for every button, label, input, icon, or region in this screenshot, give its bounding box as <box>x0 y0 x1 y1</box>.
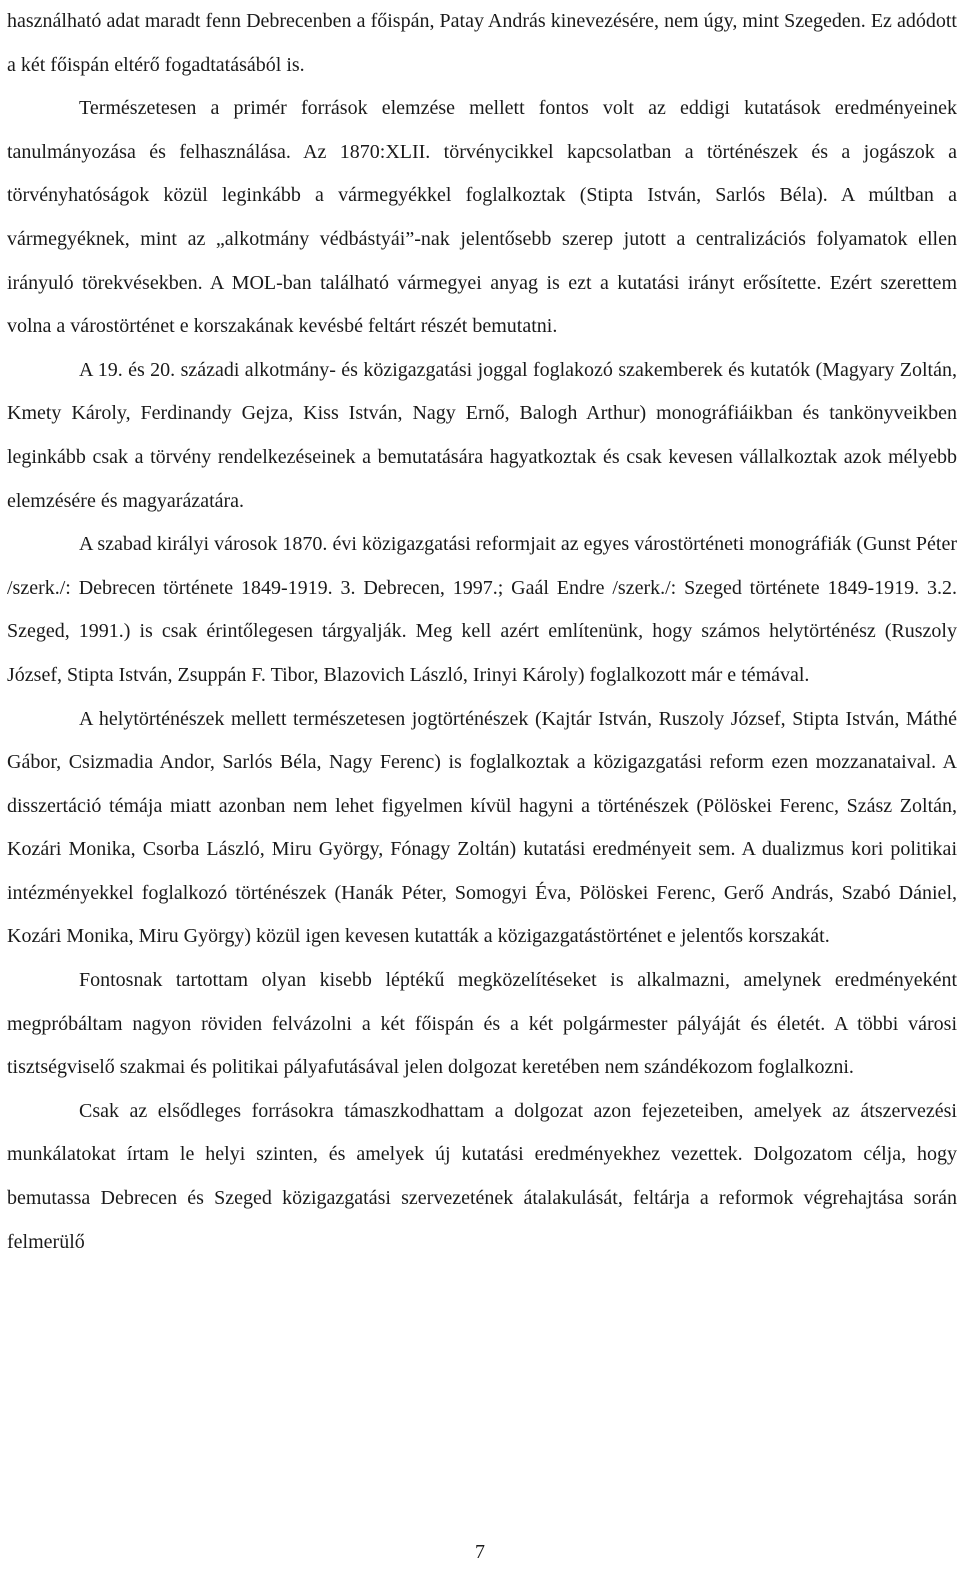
paragraph-5: A helytörténészek mellett természetesen jogtörténészek (Kajtár István, Ruszoly József, Stipta István, Máthé Gábor, Csizmadia Andor, Sarlós Béla, Nagy Ferenc) is foglalkoztak a közigazgatási reform ezen mozzanataival. A disszertáció témája miatt azonban nem lehet figyelmen kívül hagyni a történészek (Pölöskei Ferenc, Szász Zoltán, Kozári Monika, Csorba László, Miru György, Fónagy Zoltán) kutatási eredményeit sem. A dualizmus kori politikai intézményekkel foglalkozó történészek (Hanák Péter, Somogyi Éva, Pölöskei Ferenc, Gerő András, Szabó Dániel, Kozári Monika, Miru György) közül igen kevesen kutatták a közigazgatástörténet e jelentős korszakát. <box>7 707 957 948</box>
paragraph-3: A 19. és 20. századi alkotmány- és közigazgatási joggal foglakozó szakemberek és kutatók (Magyary Zoltán, Kmety Károly, Ferdinandy Gejza, Kiss István, Nagy Ernő, Balogh Arthur) monográfiáikban és tankönyveikben leginkább csak a törvény rendelkezéseinek a bemutatására hagyatkoztak és csak kevesen vállalkoztak azok mélyebb elemzésére és magyarázatára. <box>7 358 957 512</box>
paragraph-4: A szabad királyi városok 1870. évi közigazgatási reformjait az egyes várostörténeti monográfiák (Gunst Péter /szerk./: Debrecen története 1849-1919. 3. Debrecen, 1997.; Gaál Endre /szerk./: Szeged története 1849-1919. 3.2. Szeged, 1991.) is csak érintőlegesen tárgyalják. Meg kell azért említenünk, hogy számos helytörténész (Ruszoly József, Stipta István, Zsuppán F. Tibor, Blazovich László, Irinyi Károly) foglalkozott már e témával. <box>7 533 957 686</box>
document-page <box>7 0 957 1264</box>
paragraph-6: Fontosnak tartottam olyan kisebb léptékű megközelítéseket is alkalmazni, amelynek eredményeként megpróbáltam nagyon röviden felvázolni a két főispán és a két polgármester pályáját és életét. A többi városi tisztségviselő szakmai és politikai pályafutásával jelen dolgozat keretében nem szándékozom foglalkozni. <box>7 969 957 1079</box>
paragraph-7: Csak az elsődleges forrásokra támaszkodhattam a dolgozat azon fejezeteiben, amelyek az átszervezési munkálatokat írtam le helyi szinten, és amelyek új kutatási eredményekhez vezettek. Dolgozatom célja, hogy bemutassa Debrecen és Szeged közigazgatási szervezetének átalakulását, feltárja a reformok végrehajtása során felmerülő <box>7 1099 957 1253</box>
paragraph-2: Természetesen a primér források elemzése mellett fontos volt az eddigi kutatások eredményeinek tanulmányozása és felhasználása. Az 1870:XLII. törvénycikkel kapcsolatban a történészek és a jogászok a törvényhatóságok közül leginkább a vármegyékkel foglalkoztak (Stipta István, Sarlós Béla). A múltban a vármegyéknek, mint az „alkotmány védbástyái”-nak jelentősebb szerep jutott a centralizációs folyamatok ellen irányuló törekvésekben. A MOL-ban található vármegyei anyag is ezt a kutatási irányt erősítette. Ezért szerettem volna a várostörténet e korszakának kevésbé feltárt részét bemutatni. <box>7 97 957 338</box>
page-number: 7 <box>475 1541 485 1563</box>
paragraph-1: használható adat maradt fenn Debrecenben a főispán, Patay András kinevezésére, nem úgy, mint Szegeden. Ez adódott a két főispán eltérő fogadtatásából is. <box>7 10 957 76</box>
